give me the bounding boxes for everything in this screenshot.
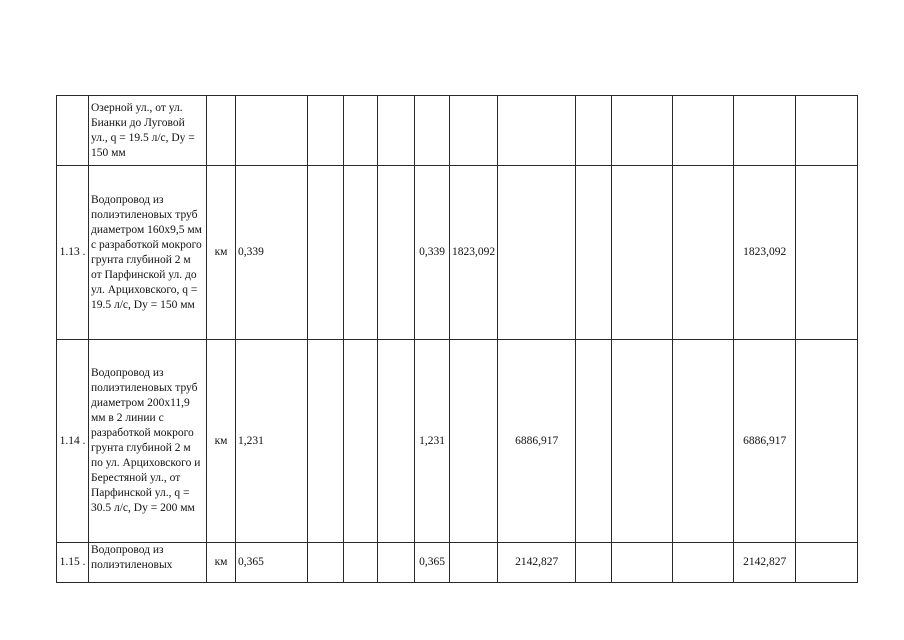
quantity-cell bbox=[378, 340, 415, 543]
row-unit: км bbox=[207, 340, 236, 543]
table-row bbox=[57, 166, 858, 340]
quantity-total-cell bbox=[236, 96, 308, 166]
quantity-cell bbox=[308, 340, 344, 543]
cost-cell: 6886,917 bbox=[734, 340, 796, 543]
quantity-cell bbox=[308, 166, 344, 340]
quantity-cell bbox=[344, 340, 378, 543]
row-unit bbox=[207, 96, 236, 166]
quantity-cell bbox=[378, 166, 415, 340]
cost-cell bbox=[796, 96, 858, 166]
row-number bbox=[57, 166, 89, 340]
row-number-text: 1.15 . bbox=[59, 556, 86, 568]
quantity-total-cell: 0,365 bbox=[236, 543, 308, 583]
cost-cell bbox=[796, 543, 858, 583]
works-table bbox=[56, 95, 858, 583]
row-unit: км bbox=[207, 166, 236, 340]
quantity-cell bbox=[308, 96, 344, 166]
quantity-total-cell: 0,339 bbox=[236, 166, 308, 340]
row-number bbox=[57, 96, 89, 166]
row-number bbox=[57, 543, 89, 583]
row-description: Водопровод из полиэтиленовых труб диаметром 200х11,9 мм в 2 линии с разработкой мокрого грунта глубиной 2 м по ул. Арциховского и Берестяной ул., от Парфинской ул., q = 30.5 л/с, Dy = 200 мм bbox=[89, 340, 207, 543]
cost-total-cell bbox=[498, 96, 576, 166]
table-row bbox=[57, 543, 858, 583]
cost-cell bbox=[673, 340, 734, 543]
quantity-cell bbox=[450, 96, 498, 166]
cost-cell bbox=[796, 166, 858, 340]
cost-cell bbox=[576, 166, 612, 340]
quantity-cell bbox=[344, 543, 378, 583]
quantity-cell bbox=[415, 96, 450, 166]
cost-cell bbox=[498, 166, 576, 340]
row-description: Водопровод из полиэтиленовых bbox=[89, 543, 207, 583]
quantity-cell bbox=[344, 166, 378, 340]
cost-cell: 2142,827 bbox=[734, 543, 796, 583]
cost-cell: 1823,092 bbox=[734, 166, 796, 340]
row-unit: км bbox=[207, 543, 236, 583]
quantity-cell: 1,231 bbox=[415, 340, 450, 543]
cost-cell bbox=[576, 543, 612, 583]
table-row bbox=[57, 96, 858, 166]
cost-cell bbox=[673, 543, 734, 583]
row-description: Озерной ул., от ул. Бианки до Луговой ул., q = 19.5 л/с, Dy = 150 мм bbox=[89, 96, 207, 166]
quantity-cell bbox=[378, 96, 415, 166]
cost-total-cell: 1823,092 bbox=[450, 166, 498, 340]
cost-cell bbox=[612, 340, 673, 543]
cost-cell bbox=[576, 96, 612, 166]
quantity-cell bbox=[378, 543, 415, 583]
cost-cell bbox=[673, 166, 734, 340]
row-number-text: 1.13 . bbox=[59, 246, 86, 258]
row-number bbox=[57, 340, 89, 543]
quantity-cell bbox=[308, 543, 344, 583]
quantity-total-cell: 1,231 bbox=[236, 340, 308, 543]
quantity-cell bbox=[344, 96, 378, 166]
cost-total-cell: 6886,917 bbox=[498, 340, 576, 543]
quantity-cell bbox=[450, 340, 498, 543]
quantity-cell: 0,339 bbox=[415, 166, 450, 340]
cost-cell bbox=[734, 96, 796, 166]
cost-cell bbox=[673, 96, 734, 166]
cost-cell bbox=[576, 340, 612, 543]
row-description: Водопровод из полиэтиленовых труб диаметром 160х9,5 мм с разработкой мокрого грунта глубиной 2 м от Парфинской ул. до ул. Арциховского, q = 19.5 л/с, Dy = 150 мм bbox=[89, 166, 207, 340]
table-row bbox=[57, 340, 858, 543]
quantity-cell bbox=[450, 543, 498, 583]
cost-total-cell: 2142,827 bbox=[498, 543, 576, 583]
cost-cell bbox=[612, 166, 673, 340]
cost-cell bbox=[612, 96, 673, 166]
cost-cell bbox=[796, 340, 858, 543]
cost-cell bbox=[612, 543, 673, 583]
quantity-cell: 0,365 bbox=[415, 543, 450, 583]
row-number-text: 1.14 . bbox=[59, 434, 86, 447]
